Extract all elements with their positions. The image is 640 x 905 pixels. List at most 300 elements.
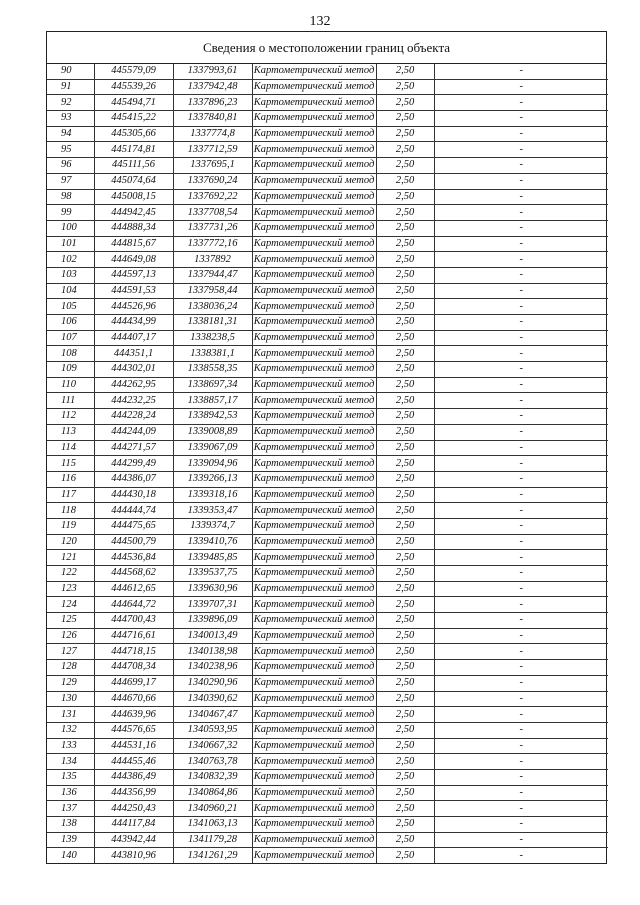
method-cell: Картометрический метод bbox=[252, 79, 376, 95]
accuracy-cell: 2,50 bbox=[376, 660, 434, 676]
x-coordinate-cell: 444430,18 bbox=[94, 487, 173, 503]
y-coordinate-cell: 1338558,35 bbox=[173, 362, 252, 378]
accuracy-cell: 2,50 bbox=[376, 299, 434, 315]
method-cell: Картометрический метод bbox=[252, 628, 376, 644]
x-coordinate-cell: 445539,26 bbox=[94, 79, 173, 95]
method-cell: Картометрический метод bbox=[252, 315, 376, 331]
accuracy-cell: 2,50 bbox=[376, 503, 434, 519]
description-cell: - bbox=[434, 111, 608, 127]
table-row bbox=[47, 173, 608, 189]
accuracy-cell: 2,50 bbox=[376, 393, 434, 409]
accuracy-cell: 2,50 bbox=[376, 267, 434, 283]
accuracy-cell: 2,50 bbox=[376, 722, 434, 738]
x-coordinate-cell: 444386,49 bbox=[94, 769, 173, 785]
y-coordinate-cell: 1337772,16 bbox=[173, 236, 252, 252]
description-cell: - bbox=[434, 801, 608, 817]
method-cell: Картометрический метод bbox=[252, 236, 376, 252]
method-cell: Картометрический метод bbox=[252, 362, 376, 378]
accuracy-cell: 2,50 bbox=[376, 597, 434, 613]
point-number-cell: 111 bbox=[47, 393, 94, 409]
method-cell: Картометрический метод bbox=[252, 550, 376, 566]
y-coordinate-cell: 1340390,62 bbox=[173, 691, 252, 707]
table-row bbox=[47, 315, 608, 331]
x-coordinate-cell: 444531,16 bbox=[94, 738, 173, 754]
description-cell: - bbox=[434, 754, 608, 770]
description-cell: - bbox=[434, 126, 608, 142]
y-coordinate-cell: 1340667,32 bbox=[173, 738, 252, 754]
x-coordinate-cell: 445174,81 bbox=[94, 142, 173, 158]
description-cell: - bbox=[434, 597, 608, 613]
description-cell: - bbox=[434, 189, 608, 205]
x-coordinate-cell: 444117,84 bbox=[94, 817, 173, 833]
description-cell: - bbox=[434, 456, 608, 472]
method-cell: Картометрический метод bbox=[252, 738, 376, 754]
y-coordinate-cell: 1340832,39 bbox=[173, 769, 252, 785]
y-coordinate-cell: 1337692,22 bbox=[173, 189, 252, 205]
point-number-cell: 117 bbox=[47, 487, 94, 503]
description-cell: - bbox=[434, 173, 608, 189]
x-coordinate-cell: 444699,17 bbox=[94, 675, 173, 691]
point-number-cell: 102 bbox=[47, 252, 94, 268]
table-row bbox=[47, 722, 608, 738]
y-coordinate-cell: 1339485,85 bbox=[173, 550, 252, 566]
table-row bbox=[47, 409, 608, 425]
x-coordinate-cell: 444597,13 bbox=[94, 267, 173, 283]
method-cell: Картометрический метод bbox=[252, 691, 376, 707]
method-cell: Картометрический метод bbox=[252, 267, 376, 283]
table-row bbox=[47, 142, 608, 158]
accuracy-cell: 2,50 bbox=[376, 409, 434, 425]
table-row bbox=[47, 503, 608, 519]
boundary-coordinates-table bbox=[47, 64, 608, 863]
x-coordinate-cell: 444475,65 bbox=[94, 518, 173, 534]
table-row bbox=[47, 79, 608, 95]
table-row bbox=[47, 691, 608, 707]
point-number-cell: 121 bbox=[47, 550, 94, 566]
point-number-cell: 135 bbox=[47, 769, 94, 785]
point-number-cell: 119 bbox=[47, 518, 94, 534]
table-row bbox=[47, 393, 608, 409]
y-coordinate-cell: 1340013,49 bbox=[173, 628, 252, 644]
table-row bbox=[47, 377, 608, 393]
description-cell: - bbox=[434, 487, 608, 503]
x-coordinate-cell: 444526,96 bbox=[94, 299, 173, 315]
x-coordinate-cell: 445111,56 bbox=[94, 158, 173, 174]
accuracy-cell: 2,50 bbox=[376, 832, 434, 848]
x-coordinate-cell: 444670,66 bbox=[94, 691, 173, 707]
method-cell: Картометрический метод bbox=[252, 393, 376, 409]
point-number-cell: 122 bbox=[47, 566, 94, 582]
table-row bbox=[47, 660, 608, 676]
y-coordinate-cell: 1339630,96 bbox=[173, 581, 252, 597]
y-coordinate-cell: 1337840,81 bbox=[173, 111, 252, 127]
y-coordinate-cell: 1339353,47 bbox=[173, 503, 252, 519]
description-cell: - bbox=[434, 158, 608, 174]
table-row bbox=[47, 769, 608, 785]
description-cell: - bbox=[434, 691, 608, 707]
accuracy-cell: 2,50 bbox=[376, 189, 434, 205]
description-cell: - bbox=[434, 220, 608, 236]
x-coordinate-cell: 443942,44 bbox=[94, 832, 173, 848]
table-row bbox=[47, 189, 608, 205]
table-row bbox=[47, 613, 608, 629]
x-coordinate-cell: 444576,65 bbox=[94, 722, 173, 738]
table-row bbox=[47, 440, 608, 456]
point-number-cell: 99 bbox=[47, 205, 94, 221]
description-cell: - bbox=[434, 738, 608, 754]
point-number-cell: 127 bbox=[47, 644, 94, 660]
y-coordinate-cell: 1337958,44 bbox=[173, 283, 252, 299]
point-number-cell: 109 bbox=[47, 362, 94, 378]
accuracy-cell: 2,50 bbox=[376, 566, 434, 582]
x-coordinate-cell: 443810,96 bbox=[94, 848, 173, 863]
point-number-cell: 110 bbox=[47, 377, 94, 393]
x-coordinate-cell: 444639,96 bbox=[94, 707, 173, 723]
y-coordinate-cell: 1337774,8 bbox=[173, 126, 252, 142]
accuracy-cell: 2,50 bbox=[376, 111, 434, 127]
y-coordinate-cell: 1338238,5 bbox=[173, 330, 252, 346]
y-coordinate-cell: 1338697,34 bbox=[173, 377, 252, 393]
description-cell: - bbox=[434, 581, 608, 597]
point-number-cell: 114 bbox=[47, 440, 94, 456]
y-coordinate-cell: 1339094,96 bbox=[173, 456, 252, 472]
y-coordinate-cell: 1337892 bbox=[173, 252, 252, 268]
description-cell: - bbox=[434, 769, 608, 785]
point-number-cell: 126 bbox=[47, 628, 94, 644]
accuracy-cell: 2,50 bbox=[376, 362, 434, 378]
description-cell: - bbox=[434, 95, 608, 111]
accuracy-cell: 2,50 bbox=[376, 644, 434, 660]
description-cell: - bbox=[434, 832, 608, 848]
point-number-cell: 97 bbox=[47, 173, 94, 189]
table-row bbox=[47, 205, 608, 221]
accuracy-cell: 2,50 bbox=[376, 377, 434, 393]
accuracy-cell: 2,50 bbox=[376, 707, 434, 723]
point-number-cell: 138 bbox=[47, 817, 94, 833]
point-number-cell: 129 bbox=[47, 675, 94, 691]
y-coordinate-cell: 1337944,47 bbox=[173, 267, 252, 283]
x-coordinate-cell: 444444,74 bbox=[94, 503, 173, 519]
y-coordinate-cell: 1337690,24 bbox=[173, 173, 252, 189]
method-cell: Картометрический метод bbox=[252, 817, 376, 833]
method-cell: Картометрический метод bbox=[252, 660, 376, 676]
point-number-cell: 95 bbox=[47, 142, 94, 158]
table-row bbox=[47, 111, 608, 127]
table-row bbox=[47, 283, 608, 299]
table-row bbox=[47, 566, 608, 582]
accuracy-cell: 2,50 bbox=[376, 142, 434, 158]
point-number-cell: 104 bbox=[47, 283, 94, 299]
y-coordinate-cell: 1337942,48 bbox=[173, 79, 252, 95]
y-coordinate-cell: 1339410,76 bbox=[173, 534, 252, 550]
accuracy-cell: 2,50 bbox=[376, 801, 434, 817]
page-number: 132 bbox=[309, 14, 331, 29]
method-cell: Картометрический метод bbox=[252, 581, 376, 597]
method-cell: Картометрический метод bbox=[252, 769, 376, 785]
table-row bbox=[47, 817, 608, 833]
x-coordinate-cell: 444700,43 bbox=[94, 613, 173, 629]
point-number-cell: 103 bbox=[47, 267, 94, 283]
accuracy-cell: 2,50 bbox=[376, 691, 434, 707]
description-cell: - bbox=[434, 409, 608, 425]
point-number-cell: 136 bbox=[47, 785, 94, 801]
point-number-cell: 132 bbox=[47, 722, 94, 738]
y-coordinate-cell: 1337993,61 bbox=[173, 64, 252, 79]
x-coordinate-cell: 444942,45 bbox=[94, 205, 173, 221]
description-cell: - bbox=[434, 283, 608, 299]
accuracy-cell: 2,50 bbox=[376, 440, 434, 456]
y-coordinate-cell: 1339707,31 bbox=[173, 597, 252, 613]
x-coordinate-cell: 444708,34 bbox=[94, 660, 173, 676]
method-cell: Картометрический метод bbox=[252, 613, 376, 629]
accuracy-cell: 2,50 bbox=[376, 613, 434, 629]
method-cell: Картометрический метод bbox=[252, 518, 376, 534]
method-cell: Картометрический метод bbox=[252, 377, 376, 393]
y-coordinate-cell: 1340593,95 bbox=[173, 722, 252, 738]
point-number-cell: 130 bbox=[47, 691, 94, 707]
description-cell: - bbox=[434, 848, 608, 863]
table-row bbox=[47, 267, 608, 283]
y-coordinate-cell: 1339318,16 bbox=[173, 487, 252, 503]
method-cell: Картометрический метод bbox=[252, 173, 376, 189]
x-coordinate-cell: 444262,95 bbox=[94, 377, 173, 393]
method-cell: Картометрический метод bbox=[252, 597, 376, 613]
y-coordinate-cell: 1340290,96 bbox=[173, 675, 252, 691]
point-number-cell: 124 bbox=[47, 597, 94, 613]
method-cell: Картометрический метод bbox=[252, 409, 376, 425]
description-cell: - bbox=[434, 471, 608, 487]
x-coordinate-cell: 445415,22 bbox=[94, 111, 173, 127]
y-coordinate-cell: 1339374,7 bbox=[173, 518, 252, 534]
description-cell: - bbox=[434, 64, 608, 79]
y-coordinate-cell: 1340763,78 bbox=[173, 754, 252, 770]
y-coordinate-cell: 1337731,26 bbox=[173, 220, 252, 236]
x-coordinate-cell: 445074,64 bbox=[94, 173, 173, 189]
accuracy-cell: 2,50 bbox=[376, 456, 434, 472]
accuracy-cell: 2,50 bbox=[376, 126, 434, 142]
x-coordinate-cell: 444302,01 bbox=[94, 362, 173, 378]
y-coordinate-cell: 1340864,86 bbox=[173, 785, 252, 801]
table-row bbox=[47, 628, 608, 644]
x-coordinate-cell: 444244,09 bbox=[94, 424, 173, 440]
method-cell: Картометрический метод bbox=[252, 707, 376, 723]
x-coordinate-cell: 444568,62 bbox=[94, 566, 173, 582]
point-number-cell: 140 bbox=[47, 848, 94, 863]
y-coordinate-cell: 1341063,13 bbox=[173, 817, 252, 833]
description-cell: - bbox=[434, 315, 608, 331]
x-coordinate-cell: 445305,66 bbox=[94, 126, 173, 142]
y-coordinate-cell: 1338036,24 bbox=[173, 299, 252, 315]
description-cell: - bbox=[434, 503, 608, 519]
description-cell: - bbox=[434, 79, 608, 95]
accuracy-cell: 2,50 bbox=[376, 424, 434, 440]
table-row bbox=[47, 754, 608, 770]
table-row bbox=[47, 534, 608, 550]
method-cell: Картометрический метод bbox=[252, 832, 376, 848]
y-coordinate-cell: 1339537,75 bbox=[173, 566, 252, 582]
description-cell: - bbox=[434, 267, 608, 283]
boundary-table-sheet bbox=[46, 31, 607, 864]
point-number-cell: 113 bbox=[47, 424, 94, 440]
accuracy-cell: 2,50 bbox=[376, 95, 434, 111]
accuracy-cell: 2,50 bbox=[376, 817, 434, 833]
y-coordinate-cell: 1340960,21 bbox=[173, 801, 252, 817]
y-coordinate-cell: 1340467,47 bbox=[173, 707, 252, 723]
method-cell: Картометрический метод bbox=[252, 283, 376, 299]
x-coordinate-cell: 444434,99 bbox=[94, 315, 173, 331]
table-row bbox=[47, 518, 608, 534]
method-cell: Картометрический метод bbox=[252, 801, 376, 817]
description-cell: - bbox=[434, 393, 608, 409]
accuracy-cell: 2,50 bbox=[376, 205, 434, 221]
accuracy-cell: 2,50 bbox=[376, 64, 434, 79]
point-number-cell: 120 bbox=[47, 534, 94, 550]
accuracy-cell: 2,50 bbox=[376, 236, 434, 252]
table-row bbox=[47, 362, 608, 378]
y-coordinate-cell: 1340138,98 bbox=[173, 644, 252, 660]
description-cell: - bbox=[434, 362, 608, 378]
table-row bbox=[47, 95, 608, 111]
method-cell: Картометрический метод bbox=[252, 534, 376, 550]
table-row bbox=[47, 801, 608, 817]
description-cell: - bbox=[434, 299, 608, 315]
x-coordinate-cell: 444612,65 bbox=[94, 581, 173, 597]
table-row bbox=[47, 158, 608, 174]
table-row bbox=[47, 550, 608, 566]
description-cell: - bbox=[434, 330, 608, 346]
x-coordinate-cell: 445494,71 bbox=[94, 95, 173, 111]
point-number-cell: 139 bbox=[47, 832, 94, 848]
method-cell: Картометрический метод bbox=[252, 722, 376, 738]
accuracy-cell: 2,50 bbox=[376, 158, 434, 174]
description-cell: - bbox=[434, 785, 608, 801]
table-row bbox=[47, 236, 608, 252]
accuracy-cell: 2,50 bbox=[376, 79, 434, 95]
method-cell: Картометрический метод bbox=[252, 142, 376, 158]
y-coordinate-cell: 1339896,09 bbox=[173, 613, 252, 629]
x-coordinate-cell: 445579,09 bbox=[94, 64, 173, 79]
table-row bbox=[47, 299, 608, 315]
method-cell: Картометрический метод bbox=[252, 503, 376, 519]
method-cell: Картометрический метод bbox=[252, 189, 376, 205]
x-coordinate-cell: 444718,15 bbox=[94, 644, 173, 660]
method-cell: Картометрический метод bbox=[252, 252, 376, 268]
x-coordinate-cell: 445008,15 bbox=[94, 189, 173, 205]
y-coordinate-cell: 1337896,23 bbox=[173, 95, 252, 111]
accuracy-cell: 2,50 bbox=[376, 550, 434, 566]
accuracy-cell: 2,50 bbox=[376, 848, 434, 863]
method-cell: Картометрический метод bbox=[252, 111, 376, 127]
table-row bbox=[47, 487, 608, 503]
method-cell: Картометрический метод bbox=[252, 848, 376, 863]
accuracy-cell: 2,50 bbox=[376, 754, 434, 770]
x-coordinate-cell: 444815,67 bbox=[94, 236, 173, 252]
description-cell: - bbox=[434, 722, 608, 738]
x-coordinate-cell: 444500,79 bbox=[94, 534, 173, 550]
table-row bbox=[47, 126, 608, 142]
section-title: Сведения о местоположении границ объекта bbox=[47, 32, 606, 64]
point-number-cell: 105 bbox=[47, 299, 94, 315]
description-cell: - bbox=[434, 660, 608, 676]
description-cell: - bbox=[434, 550, 608, 566]
y-coordinate-cell: 1337708,54 bbox=[173, 205, 252, 221]
point-number-cell: 133 bbox=[47, 738, 94, 754]
description-cell: - bbox=[434, 424, 608, 440]
point-number-cell: 131 bbox=[47, 707, 94, 723]
method-cell: Картометрический метод bbox=[252, 487, 376, 503]
point-number-cell: 100 bbox=[47, 220, 94, 236]
table-row bbox=[47, 220, 608, 236]
method-cell: Картометрический метод bbox=[252, 440, 376, 456]
table-row bbox=[47, 346, 608, 362]
point-number-cell: 91 bbox=[47, 79, 94, 95]
table-row bbox=[47, 707, 608, 723]
point-number-cell: 107 bbox=[47, 330, 94, 346]
x-coordinate-cell: 444228,24 bbox=[94, 409, 173, 425]
accuracy-cell: 2,50 bbox=[376, 628, 434, 644]
description-cell: - bbox=[434, 644, 608, 660]
x-coordinate-cell: 444888,34 bbox=[94, 220, 173, 236]
y-coordinate-cell: 1338381,1 bbox=[173, 346, 252, 362]
y-coordinate-cell: 1339067,09 bbox=[173, 440, 252, 456]
point-number-cell: 116 bbox=[47, 471, 94, 487]
point-number-cell: 106 bbox=[47, 315, 94, 331]
point-number-cell: 101 bbox=[47, 236, 94, 252]
method-cell: Картометрический метод bbox=[252, 424, 376, 440]
x-coordinate-cell: 444649,08 bbox=[94, 252, 173, 268]
description-cell: - bbox=[434, 377, 608, 393]
y-coordinate-cell: 1338857,17 bbox=[173, 393, 252, 409]
description-cell: - bbox=[434, 675, 608, 691]
point-number-cell: 137 bbox=[47, 801, 94, 817]
description-cell: - bbox=[434, 817, 608, 833]
y-coordinate-cell: 1337712,59 bbox=[173, 142, 252, 158]
point-number-cell: 125 bbox=[47, 613, 94, 629]
table-row bbox=[47, 581, 608, 597]
table-row bbox=[47, 424, 608, 440]
x-coordinate-cell: 444299,49 bbox=[94, 456, 173, 472]
point-number-cell: 128 bbox=[47, 660, 94, 676]
table-row bbox=[47, 330, 608, 346]
point-number-cell: 93 bbox=[47, 111, 94, 127]
point-number-cell: 94 bbox=[47, 126, 94, 142]
x-coordinate-cell: 444232,25 bbox=[94, 393, 173, 409]
x-coordinate-cell: 444455,46 bbox=[94, 754, 173, 770]
description-cell: - bbox=[434, 205, 608, 221]
method-cell: Картометрический метод bbox=[252, 346, 376, 362]
y-coordinate-cell: 1339266,13 bbox=[173, 471, 252, 487]
x-coordinate-cell: 444644,72 bbox=[94, 597, 173, 613]
x-coordinate-cell: 444351,1 bbox=[94, 346, 173, 362]
table-row bbox=[47, 738, 608, 754]
accuracy-cell: 2,50 bbox=[376, 315, 434, 331]
table-row bbox=[47, 644, 608, 660]
table-row bbox=[47, 456, 608, 472]
accuracy-cell: 2,50 bbox=[376, 173, 434, 189]
method-cell: Картометрический метод bbox=[252, 64, 376, 79]
y-coordinate-cell: 1338181,31 bbox=[173, 315, 252, 331]
point-number-cell: 134 bbox=[47, 754, 94, 770]
point-number-cell: 96 bbox=[47, 158, 94, 174]
x-coordinate-cell: 444271,57 bbox=[94, 440, 173, 456]
table-row bbox=[47, 64, 608, 79]
method-cell: Картометрический метод bbox=[252, 220, 376, 236]
y-coordinate-cell: 1337695,1 bbox=[173, 158, 252, 174]
description-cell: - bbox=[434, 252, 608, 268]
accuracy-cell: 2,50 bbox=[376, 581, 434, 597]
y-coordinate-cell: 1338942,53 bbox=[173, 409, 252, 425]
point-number-cell: 108 bbox=[47, 346, 94, 362]
